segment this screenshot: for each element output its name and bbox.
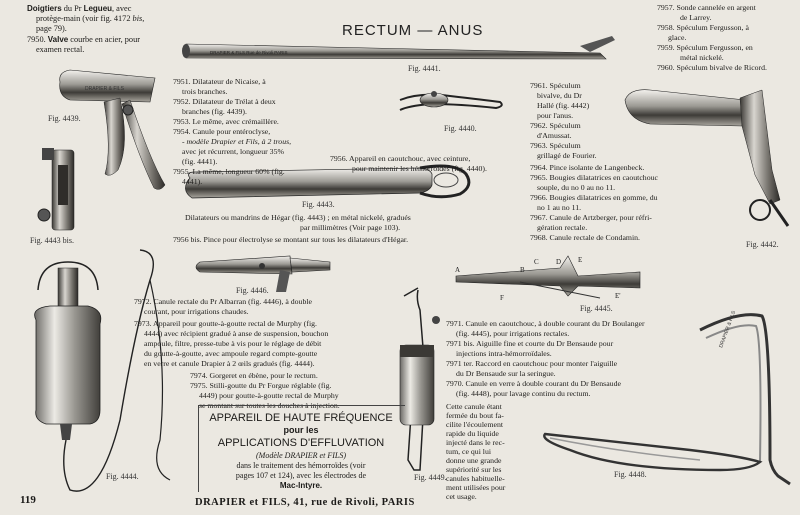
figure-4445-illustration [455,256,640,302]
doigtiers-entry-line3: page 79). [36,24,67,33]
entry-7962-line2: d'Amussat. [537,131,572,140]
box-line5: dans le traitement des hémorroïdes (voir [236,461,366,470]
figure-4442-illustration [625,90,788,226]
svg-text:A: A [455,266,461,274]
entry-7951-line2: trois branches. [182,87,228,96]
entry-7954-line2: - modèle Drapier et Fils, à 2 trous, [182,137,292,146]
entry-7953: 7953. Le même, avec crémaillère. [173,117,279,126]
entry-7955: 7955. La même, longueur 60% (fig. [173,167,285,176]
fig-4444-label: Fig. 4444. [106,472,139,481]
entry-7951: 7951. Dilatateur de Nicaise, à [173,77,266,86]
cette-canule-line9: canules habituelle- [446,474,505,483]
svg-text:E': E' [615,292,621,300]
entry-7971ter-line2: du Dr Bensaude sur la seringue. [456,369,556,378]
entry-7965-line2: souple, du no 0 au no 11. [537,183,616,192]
svg-text:B: B [520,266,525,274]
fig-4442-label: Fig. 4442. [746,240,779,249]
entry-7966: 7966. Bougies dilatatrices en gomme, du [530,193,658,202]
entry-7961-line3: Hallé (fig. 4442) [537,101,590,110]
engraving-4441-text: DRAPIER & FILS Rue de Rivoli PARIS [210,50,288,55]
fig-4448-label: Fig. 4448. [614,470,647,479]
box-line3: APPLICATIONS D'EFFLUVATION [217,437,385,449]
fig-4445-label: Fig. 4445. [580,304,613,313]
entry-7966-line2: no 1 au no 11. [537,203,582,212]
entry-7956: 7956. Appareil en caoutchouc, avec ceinture, [330,154,471,163]
entry-7970: 7970. Canule en verre à double courant du Dr Bensaude [446,379,621,388]
entry-7958-line2: glace. [668,33,687,42]
page-number: 119 [20,494,36,506]
figure-4449-illustration [400,288,440,470]
cette-canule-line3: cilite l'écoulement [446,420,504,429]
doigtiers-entry: Doigtiers du Pr Legueu, avec [27,4,132,13]
entry-7971: 7971. Canule en caoutchouc, à double courant du Dr Boulanger [446,319,645,328]
valve-entry-line2: examen rectal. [36,45,85,54]
entry-7954-line4: (fig. 4441). [182,157,218,166]
entry-7967: 7967. Canule de Artzberger, pour réfri- [530,213,652,222]
fig-4441-label: Fig. 4441. [408,64,441,73]
fig-4443bis-label: Fig. 4443 bis. [30,236,75,245]
entry-7956-line2: pour maintenir les hémorroïdes (fig. 4440). [352,164,487,173]
entry-7958: 7958. Spéculum Fergusson, à [657,23,749,32]
fig-4440-label: Fig. 4440. [444,124,477,133]
valve-entry: 7950. Valve courbe en acier, pour [27,35,140,44]
box-line2: pour les [283,425,319,435]
entry-7972-line2: courant, pour irrigations chaudes. [144,307,249,316]
figure-4441-illustration [182,36,615,59]
entry-7970-line2: (fig. 4448), pour lavage continu du rectum. [456,389,591,398]
cette-canule-line1: Cette canule étant [446,402,502,411]
entry-7971-line2: (fig. 4445), pour irrigations rectales. [456,329,570,338]
entry-7959: 7959. Spéculum Fergusson, en [657,43,753,52]
entry-7973: 7973. Appareil pour goutte-à-goutte rectal de Murphy (fig. [134,319,317,328]
cette-canule-line4: rapide du liquide [446,429,499,438]
fig-4439-label: Fig. 4439. [48,114,81,123]
entry-7973-line5: en verre et canule Drapier à 2 œils gradués (fig. 4444). [144,359,315,368]
entry-7957-line2: de Larrey. [680,13,712,22]
page-title: RECTUM — ANUS [342,22,484,39]
cette-canule-line7: donne une grande [446,456,502,465]
cette-canule-line11: cet usage. [446,492,477,501]
entry-7952-line2: branches (fig. 4439). [182,107,247,116]
entry-7954-line3: avec jet récurrent, longueur 35% [182,147,284,156]
svg-text:F: F [500,294,504,302]
entry-7971bis: 7971 bis. Aiguille fine et courte du Dr Bensaude pour [446,339,614,348]
entry-7952: 7952. Dilatateur de Trélat à deux [173,97,276,106]
entry-7954: 7954. Canule pour entéroclyse, [173,127,271,136]
entry-7960: 7960. Spéculum bivalve de Ricord. [657,63,768,72]
cette-canule-line6: tum, ce qui lui [446,447,492,456]
figure-4439-illustration [60,70,165,189]
box-line4: (Modèle DRAPIER et FILS) [256,451,346,460]
fig-4449-label: Fig. 4449. [414,473,447,482]
box-title: APPAREIL DE HAUTE FRÉQUENCE [209,412,393,424]
entry-7957: 7957. Sonde cannelée en argent [657,3,756,12]
entry-7962: 7962. Spéculum [530,121,581,130]
entry-7956bis: 7956 bis. Pince pour électrolyse se montant sur tous les dilatateurs d'Hégar. [173,235,409,244]
cette-canule-line10: ment utilisées pour [446,483,506,492]
entry-7975-line2: 4449) pour goutte-à-goutte rectal de Murphy [199,391,339,400]
entry-7959-line2: métal nickelé. [680,53,724,62]
entry-7961-line4: pour l'anus. [537,111,574,120]
entry-7974: 7974. Gorgeret en ébène, pour le rectum. [190,371,318,380]
figure-4443bis-illustration [38,148,74,230]
svg-text:C: C [534,258,539,266]
entry-7975-line3: se montant sur toutes les douches à injection. [199,401,340,410]
entry-7972: 7972. Canule rectale du Pr Albarran (fig. 4446), à double [134,297,312,306]
entry-7961-line2: bivalve, du Dr [537,91,582,100]
entry-7963-line2: grillagé de Fourier. [537,151,597,160]
doigtiers-entry-line2: protège-main (voir fig. 4172 bis, [36,14,145,23]
entry-7971bis-line2: injections intra-hémorroïdales. [456,349,552,358]
entry-7973-line4: du goutte-à-goutte, avec ampoule regard compte-goutte [144,349,318,358]
entry-7973-line2: 4444) avec récipient gradué à anse de suspension, bouchon [144,329,329,338]
entry-7975: 7975. Stilli-goutte du Pr Forgue réglable (fig. [190,381,332,390]
entry-7964: 7964. Pince isolante de Langenbeck. [530,163,645,172]
entry-7955-line2: 4441). [182,177,203,186]
engraving-4448-text: DRAPIER & FILS [718,310,738,349]
figure-4440-illustration [400,91,502,110]
box-line7: Mac-Intyre. [279,481,323,490]
publisher-footer: DRAPIER et FILS, 41, rue de Rivoli, PARIS [195,497,415,508]
cette-canule-line8: supériorité sur les [446,465,502,474]
entry-7965: 7965. Bougies dilatatrices en caoutchouc [530,173,658,182]
svg-text:D: D [556,258,562,266]
cette-canule-line5: injecté dans le rec- [446,438,505,447]
figure-4444-illustration [35,250,170,491]
engraving-4439-text: DRAPIER & FILS [85,86,124,92]
entry-7968: 7968. Canule rectale de Condamin. [530,233,640,242]
fig-4446-label: Fig. 4446. [236,286,269,295]
entry-7973-line3: ampoule, filtre, presse-tube à vis pour le réglage de débit [144,339,322,348]
fig-4443-label: Fig. 4443. [302,200,335,209]
entry-7963: 7963. Spéculum [530,141,581,150]
hegar-entry: Dilatateurs ou mandrins de Hégar (fig. 4443) ; en métal nickelé, gradués [185,213,411,222]
svg-text:E: E [578,256,583,264]
hegar-entry-line2: par millimètres (Voir page 103). [300,223,401,232]
box-line6: pages 107 et 124), avec les électrodes de [235,471,367,480]
cette-canule-line2: fermée du bout fa- [446,411,504,420]
entry-7971ter: 7971 ter. Raccord en caoutchouc pour monter l'aiguille [446,359,618,368]
entry-7961: 7961. Spéculum [530,81,581,90]
entry-7967-line2: gération rectale. [537,223,588,232]
